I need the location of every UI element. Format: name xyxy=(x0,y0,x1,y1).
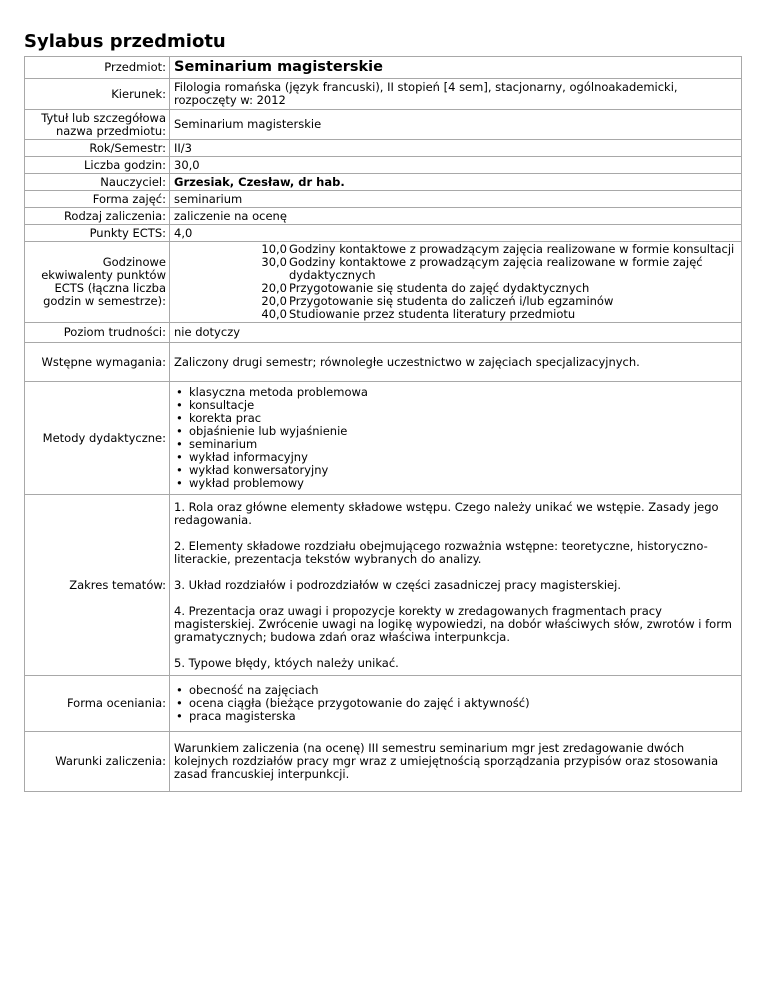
value-warunki: Warunkiem zaliczenia (na ocenę) III semestru seminarium mgr jest zredagowanie dwóch kolejnych rozdziałów pracy mgr wraz z umiejętnością sporządzania przypisów oraz stosowania zasad francuskiej interpunkcji. xyxy=(170,732,742,792)
list-item: • wykład konwersatoryjny xyxy=(176,464,738,477)
value-forma: seminarium xyxy=(170,191,742,208)
row-warunki xyxy=(25,732,742,792)
hours-text: Godziny kontaktowe z prowadzącym zajęcia realizowane w formie zajęć dydaktycznych xyxy=(289,255,703,282)
value-ekwiwalenty xyxy=(170,242,742,323)
list-item: • klasyczna metoda problemowa xyxy=(176,386,738,399)
row-metody xyxy=(25,382,742,495)
value-godziny: 30,0 xyxy=(170,157,742,174)
value-nauczyciel: Grzesiak, Czesław, dr hab. xyxy=(170,174,742,191)
row-poziom xyxy=(25,323,742,343)
list-item: • objaśnienie lub wyjaśnienie xyxy=(176,425,738,438)
value-ects: 4,0 xyxy=(170,225,742,242)
topic-item: 4. Prezentacja oraz uwagi i propozycje korekty w zredagowanych fragmentach pracy magisterskiej. Zwrócenie uwagi na logikę wypowiedzi, na dobór właściwych słów, zwrotów i form gramatycznych; budowa zdań oraz właściwa interpunkcja. xyxy=(174,603,732,644)
row-przedmiot xyxy=(25,57,742,79)
label-rok: Rok/Semestr: xyxy=(25,140,170,157)
value-metody xyxy=(170,382,742,495)
list-item: • seminarium xyxy=(176,438,738,451)
label-ects: Punkty ECTS: xyxy=(25,225,170,242)
label-forma: Forma zajęć: xyxy=(25,191,170,208)
label-rodzaj: Rodzaj zaliczenia: xyxy=(25,208,170,225)
row-ekwiwalenty xyxy=(25,242,742,323)
hours-item xyxy=(174,256,738,282)
row-wymagania xyxy=(25,343,742,382)
label-zakres: Zakres tematów: xyxy=(25,495,170,676)
hours-text: Przygotowanie się studenta do zajęć dydaktycznych xyxy=(289,281,590,295)
row-ocenianie xyxy=(25,676,742,732)
row-kierunek xyxy=(25,79,742,110)
value-kierunek: Filologia romańska (język francuski), II stopień [4 sem], stacjonarny, ogólnoakademicki, rozpoczęty w: 2012 xyxy=(170,79,742,110)
list-item: • praca magisterska xyxy=(176,710,738,723)
row-forma xyxy=(25,191,742,208)
topic-item: 3. Układ rozdziałów i podrozdziałów w części zasadniczej pracy magisterskiej. xyxy=(174,577,621,592)
hours-list xyxy=(174,243,738,321)
page-title: Sylabus przedmiotu xyxy=(24,31,226,52)
label-tytul: Tytuł lub szczegółowa nazwa przedmiotu: xyxy=(25,110,170,140)
label-poziom: Poziom trudności: xyxy=(25,323,170,343)
hours-item xyxy=(174,308,738,321)
list-item: • korekta prac xyxy=(176,412,738,425)
topic-item: 5. Typowe błędy, któych należy unikać. xyxy=(174,655,399,670)
label-wymagania: Wstępne wymagania: xyxy=(25,343,170,382)
row-rok xyxy=(25,140,742,157)
list-item: • wykład problemowy xyxy=(176,477,738,490)
list-item: • obecność na zajęciach xyxy=(176,684,738,697)
list-item: • wykład informacyjny xyxy=(176,451,738,464)
hours-value: 20,0 xyxy=(261,294,287,308)
label-ocenianie: Forma oceniania: xyxy=(25,676,170,732)
row-ects xyxy=(25,225,742,242)
hours-text: Godziny kontaktowe z prowadzącym zajęcia realizowane w formie konsultacji xyxy=(289,242,735,256)
hours-value: 30,0 xyxy=(261,255,287,269)
value-zakres xyxy=(170,495,742,676)
label-metody: Metody dydaktyczne: xyxy=(25,382,170,495)
value-przedmiot: Seminarium magisterskie xyxy=(170,57,742,79)
grading-list xyxy=(174,684,738,723)
value-ocenianie xyxy=(170,676,742,732)
value-rodzaj: zaliczenie na ocenę xyxy=(170,208,742,225)
label-ekwiwalenty: Godzinowe ekwiwalenty punktów ECTS (łączna liczba godzin w semestrze): xyxy=(25,242,170,323)
list-item: • ocena ciągła (bieżące przygotowanie do zajęć i aktywność) xyxy=(176,697,738,710)
hours-text: Studiowanie przez studenta literatury przedmiotu xyxy=(289,307,576,321)
list-item: • konsultacje xyxy=(176,399,738,412)
methods-list xyxy=(174,386,738,490)
value-rok: II/3 xyxy=(170,140,742,157)
label-warunki: Warunki zaliczenia: xyxy=(25,732,170,792)
value-poziom: nie dotyczy xyxy=(170,323,742,343)
syllabus-table xyxy=(24,56,742,792)
row-tytul xyxy=(25,110,742,140)
row-zakres xyxy=(25,495,742,676)
hours-value: 20,0 xyxy=(261,281,287,295)
topic-item: 2. Elementy składowe rozdziału obejmującego rozważnia wstępne: teoretyczne, historyczno-literackie, prezentacja tekstów wybranych do analizy. xyxy=(174,538,708,566)
row-nauczyciel xyxy=(25,174,742,191)
label-godziny: Liczba godzin: xyxy=(25,157,170,174)
label-kierunek: Kierunek: xyxy=(25,79,170,110)
hours-value: 40,0 xyxy=(261,307,287,321)
row-rodzaj xyxy=(25,208,742,225)
label-nauczyciel: Nauczyciel: xyxy=(25,174,170,191)
value-wymagania: Zaliczony drugi semestr; równoległe uczestnictwo w zajęciach specjalizacyjnych. xyxy=(170,343,742,382)
topic-item: 1. Rola oraz główne elementy składowe wstępu. Czego należy unikać we wstępie. Zasady jego redagowania. xyxy=(174,499,719,527)
row-godziny xyxy=(25,157,742,174)
hours-text: Przygotowanie się studenta do zaliczeń i/lub egzaminów xyxy=(289,294,614,308)
value-tytul: Seminarium magisterskie xyxy=(170,110,742,140)
label-przedmiot: Przedmiot: xyxy=(25,57,170,79)
hours-value: 10,0 xyxy=(261,242,287,256)
